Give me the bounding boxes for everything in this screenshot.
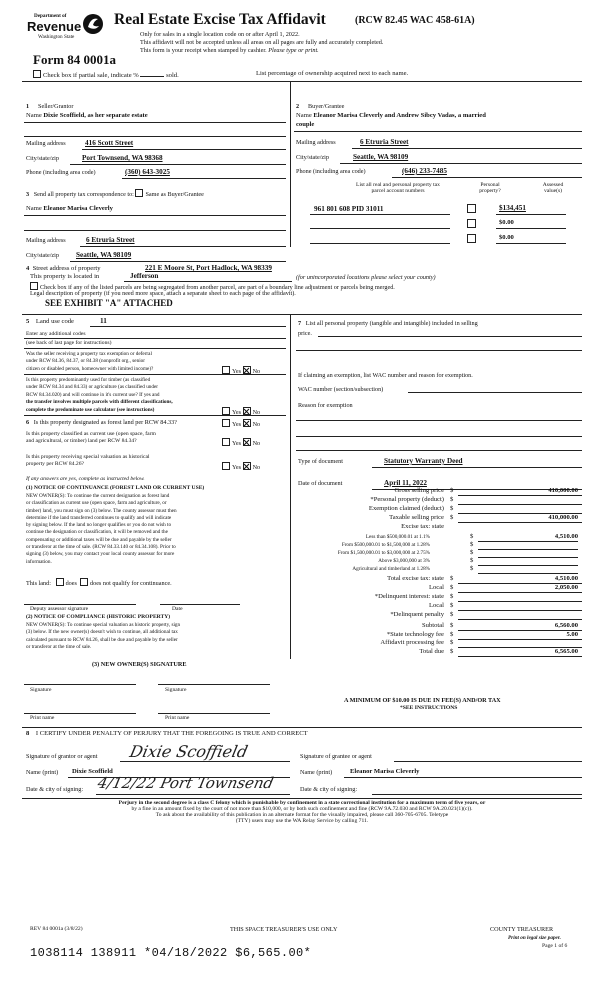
does-qualify-checkbox[interactable] <box>56 578 64 586</box>
calc-label: *State technology fee <box>386 631 444 638</box>
calc-label: Above $3,000,000 at 3% <box>378 558 430 564</box>
calc-dollar-sign: $ <box>470 541 474 548</box>
property-address-label: Street address of property <box>32 265 101 272</box>
seller-name[interactable]: Dixie Scoffield, as her separate estate <box>43 112 148 119</box>
seller-heading: Seller/Grantor <box>38 103 74 110</box>
calc-label: Less than $500,000.01 at 1.1% <box>365 534 430 540</box>
document-date[interactable]: April 11, 2022 <box>384 479 427 487</box>
deputy-date-label: Date <box>172 606 183 612</box>
segregated-checkbox[interactable] <box>30 282 38 290</box>
notice-compliance-title: (2) NOTICE OF COMPLIANCE (HISTORIC PROPERTY) <box>26 614 171 620</box>
treasurer-receipt-stamp: 1038114 138911 *04/18/2022 $6,565.00* <box>30 946 312 960</box>
segregated-label: Check box if any of the listed parcels are being segregated from another parcel, are part of a boundary line adjustment or parcels being merged. <box>40 284 395 291</box>
property-county[interactable]: Jefferson <box>130 272 159 280</box>
calc-dollar-sign: $ <box>470 533 474 540</box>
calc-dollar-sign: $ <box>450 611 454 618</box>
correspondence-label: Send all property tax correspondence to: <box>33 191 134 198</box>
deputy-assessor-label: Deputy assessor signature <box>30 606 89 612</box>
buyer-city[interactable]: Seattle, WA 98109 <box>353 153 409 161</box>
personal-property-label-2: price. <box>298 330 312 337</box>
historical-yes-no: Yes No <box>222 462 260 471</box>
calc-label: *Personal property (deduct) <box>370 496 444 503</box>
see-instructions-note: *SEE INSTRUCTIONS <box>400 705 458 711</box>
assessed-value-2[interactable]: $0.00 <box>499 219 514 226</box>
seller-phone-label: Phone (including area code) <box>26 169 96 176</box>
current-use-no-checkbox[interactable] <box>243 438 251 446</box>
treasurer-use-only: THIS SPACE TREASURER'S USE ONLY <box>230 926 338 933</box>
calc-value[interactable]: 5.00 <box>566 631 578 638</box>
county-treasurer: COUNTY TREASURER <box>490 926 554 933</box>
calc-dollar-sign: $ <box>450 584 454 591</box>
grantor-signature[interactable]: Dixie Scoffield <box>127 742 250 761</box>
logo-revenue: Revenue <box>27 19 82 34</box>
section-7-number: 7 <box>298 320 302 327</box>
calc-label: *Delinquent interest: state <box>374 593 444 600</box>
exemption-claim-label: If claiming an exemption, list WAC number and reason for exemption. <box>298 372 473 379</box>
calc-label: Affidavit processing fee <box>380 639 444 646</box>
section-4-number: 4 <box>26 265 30 272</box>
buyer-phone-label: Phone (including area code) <box>296 168 366 175</box>
forest-yes-no: Yes No <box>222 419 260 428</box>
calc-value[interactable]: 4,510.00 <box>554 533 578 540</box>
new-owner-signature-label-2: Signature <box>165 687 187 693</box>
calc-dollar-sign: $ <box>470 549 474 556</box>
land-use-label: Land use code <box>35 318 74 325</box>
if-yes-note: If any answers are yes, complete as instructed below. <box>26 476 145 482</box>
header-note-1: Only for sales in a single location code on or after April 1, 2022. <box>140 31 300 38</box>
new-owner-signature-label-1: Signature <box>30 687 52 693</box>
legal-description-exhibit[interactable]: SEE EXHIBIT "A" ATTACHED <box>45 298 173 308</box>
calc-dollar-sign: $ <box>450 639 454 646</box>
correspondence-city[interactable]: Seattle, WA 98109 <box>76 251 132 259</box>
same-as-buyer-label: Same as Buyer/Grantee <box>145 191 204 198</box>
forest-yes-checkbox[interactable] <box>222 419 230 427</box>
calc-label: From $500,000.01 to $1,500,000 at 1.28% <box>341 542 430 548</box>
calc-dollar-sign: $ <box>450 631 454 638</box>
partial-sale-row <box>33 70 179 79</box>
seller-name-label: Name <box>26 112 42 119</box>
section-8-number: 8 <box>26 730 30 737</box>
calc-label: Subtotal <box>422 622 444 629</box>
header-note-3: This form is your receipt when stamped by cashier. <box>140 47 267 54</box>
grantor-date-city-label: Date & city of signing: <box>26 786 84 793</box>
buyer-phone[interactable]: (646) 233-7485 <box>402 167 447 175</box>
grantor-name-print[interactable]: Dixie Scoffield <box>72 768 113 775</box>
assessed-value-1[interactable]: $134,451 <box>499 204 526 212</box>
buyer-name-line2[interactable]: couple <box>296 121 315 128</box>
correspondence-name[interactable]: Eleanor Marisa Cleverly <box>43 205 113 212</box>
section-5-number: 5 <box>26 318 30 325</box>
section-6-number: 6 <box>26 419 30 426</box>
buyer-heading: Buyer/Grantee <box>308 103 345 110</box>
header-note-3b: Please type or print. <box>268 47 319 54</box>
ownership-percentage-note: List percentage of ownership acquired next to each name. <box>256 70 409 77</box>
calc-dollar-sign: $ <box>450 487 454 494</box>
calc-dollar-sign: $ <box>470 557 474 564</box>
seller-mailing-label: Mailing address <box>26 140 66 147</box>
seller-mailing[interactable]: 416 Scott Street <box>85 139 134 147</box>
forest-land-question: Is this property designated as forest land per RCW 84.33? <box>33 419 177 426</box>
parcel-col3-header: Assessed value(s) <box>542 182 564 194</box>
land-use-code[interactable]: 11 <box>100 317 107 325</box>
grantee-signature-label: Signature of grantee or agent <box>300 753 372 760</box>
historical-question: Is this property receiving special valuation as historical property per RCW 84.26? <box>26 454 150 468</box>
new-owner-print-name-1: Print name <box>30 715 55 721</box>
personal-property-checkbox-1[interactable] <box>467 204 476 213</box>
legal-description-label: Legal description of property (if you need more space, attach a separate sheet to each page of the affidavit). <box>30 290 296 297</box>
does-not-qualify-checkbox[interactable] <box>80 578 88 586</box>
property-address[interactable]: 221 E Moore St, Port Hadlock, WA 98339 <box>145 264 272 272</box>
calc-value[interactable]: 410,000.00 <box>548 487 578 494</box>
section-3-number: 3 <box>26 191 30 198</box>
grantee-name-print-label: Name (print) <box>300 769 333 776</box>
calc-value[interactable]: 6,560.00 <box>554 622 578 629</box>
calc-label: Total due <box>419 648 444 655</box>
header-note-2: This affidavit will not be accepted unless all areas on all pages are fully and accurately completed. <box>140 39 384 46</box>
notice-compliance-text: NEW OWNER(S): To continue special valuation as historic property, sign (3) below. If the new owner(s) doesn't wish to continue, all additional tax calculated pursuant to RCW 84.26, shall be due and payable by the seller or transferor at the time of sale. <box>26 622 181 650</box>
calc-dollar-sign: $ <box>450 575 454 582</box>
current-use-question: Is this property classified as current use (open space, farm and agricultural, or timber) land per RCW 84.34? <box>26 431 156 445</box>
personal-property-label: List all personal property (tangible and intangible) included in selling <box>305 320 478 327</box>
buyer-mailing-label: Mailing address <box>296 139 336 146</box>
parcel-col1-header: List all real and personal property tax parcel account numbers <box>356 182 440 194</box>
calc-label: *Delinquent penalty <box>390 611 444 618</box>
legal-size-note: Print on legal size paper. <box>508 935 561 941</box>
buyer-name-line1[interactable]: Eleanor Marisa Cleverly and Andrew Sibcy Vadas, a married <box>313 112 486 119</box>
calc-label: Taxable selling price <box>389 514 444 521</box>
logo-dept-line2: Washington State <box>38 34 75 40</box>
correspondence-mailing[interactable]: 6 Etruria Street <box>86 236 135 244</box>
grantor-name-print-label: Name (print) <box>26 769 59 776</box>
section-2-number: 2 <box>296 103 300 110</box>
calc-label: Excise tax: state <box>401 523 444 530</box>
calc-dollar-sign: $ <box>450 505 454 512</box>
buyer-city-label: City/state/zip <box>296 154 329 161</box>
calc-label: Local <box>428 602 444 609</box>
seller-city-label: City/state/zip <box>26 155 59 162</box>
exemption-no-checkbox[interactable] <box>243 366 251 374</box>
timber-question: Is this property predominantly used for timber (as classified under RCW 84.34 and 84.33) or agriculture (as classified under RCW 84.34.020) and will continue in it's current use? If yes and the transfer involves multiple parcels with different classifications, complete the predominate use calculator (see instructions) <box>26 377 173 413</box>
form-revision: REV 84 0001a (3/8/22) <box>30 926 83 932</box>
form-rcw: (RCW 82.45 WAC 458-61A) <box>355 15 475 26</box>
notice-continuance-text: NEW OWNER(S): To continue the current designation as forest land or classification as current use (open space, farm and agriculture, or timber) land, you must sign on (3) below. The county assessor must then determine if the land transferred continues to qualify and will indicate by signing below. If the land no longer qualifies or you do not wish to continue the designation or classification, it will be removed and the compensating or additional taxes will be due and payable by the seller or transferor at the time of sale. (RCW 84.33.140 or 84.34.108). Prior to signing (3) below, you may contact your local county assessor for more information. <box>26 493 177 565</box>
current-use-yes-checkbox[interactable] <box>222 438 230 446</box>
parcel-col2-header: Personal property? <box>479 182 501 194</box>
document-type[interactable]: Statutory Warranty Deed <box>384 457 463 465</box>
calc-value[interactable]: 2,050.00 <box>554 584 578 591</box>
partial-sale-label: Check box if partial sale, indicate % <box>43 72 139 79</box>
page-number: Page 1 of 6 <box>542 943 568 949</box>
timber-yes-checkbox[interactable] <box>222 407 230 415</box>
assessed-value-3[interactable]: $0.00 <box>499 234 514 241</box>
buyer-name-label: Name <box>296 112 312 119</box>
calc-dollar-sign: $ <box>450 514 454 521</box>
calc-label: Total excise tax: state <box>387 575 444 582</box>
calc-dollar-sign: $ <box>470 565 474 572</box>
perjury-notice: Perjury in the second degree is a class C felony which is punishable by confinement in a state correctional institution for a maximum term of five years, or by a fine in an amount fixed by the court of not more than $10,000, or by both such confinement and fine (RCW 9A.72.030 and RCW 9A.20.021(1)(c)). To ask about the availability of this publication in an alternate format for the visually impaired, please call 360-705-6705. Teletype (TTY) users may use the WA Relay Service by calling 711. <box>118 800 486 824</box>
continuance-row: This land: does does not qualify for continuance. <box>26 580 172 587</box>
wac-number-label: WAC number (section/subsection) <box>298 386 384 393</box>
exemption-question: Was the seller receiving a property tax exemption or deferral under RCW 84.36, 84.37, or 84.38 (nonprofit org., senior citizen or disabled person, homeowner with limited income)? <box>26 351 154 372</box>
correspondence-name-label: Name <box>26 205 42 212</box>
exemption-yes-no: Yes No <box>222 366 260 375</box>
partial-sale-sold: sold. <box>166 72 179 79</box>
calc-label: Gross selling price <box>394 487 444 494</box>
minimum-due-note: A MINIMUM OF $10.00 IS DUE IN FEE(S) AND/OR TAX <box>344 697 501 704</box>
grantee-name-print[interactable]: Eleanor Marisa Cleverly <box>350 768 420 775</box>
partial-sale-percent-field[interactable] <box>140 76 164 77</box>
exemption-reason-label: Reason for exemption <box>298 402 353 409</box>
seller-phone[interactable]: (360) 643-3025 <box>125 168 170 176</box>
exemption-yes-checkbox[interactable] <box>222 366 230 374</box>
historical-no-checkbox[interactable] <box>243 462 251 470</box>
form-title: Real Estate Excise Tax Affidavit <box>114 11 326 28</box>
calc-value[interactable]: 410,000.00 <box>548 514 578 521</box>
form-number: Form 84 0001a <box>33 52 117 67</box>
personal-property-checkbox-3[interactable] <box>467 234 476 243</box>
calc-dollar-sign: $ <box>450 602 454 609</box>
document-type-label: Type of document <box>298 458 343 465</box>
calc-label: Exemption claimed (deduct) <box>368 505 444 512</box>
personal-property-checkbox-2[interactable] <box>467 219 476 228</box>
timber-no-checkbox[interactable] <box>243 407 251 415</box>
grantor-date-city-handwritten[interactable]: 4/12/22 Port Townsend <box>96 774 276 792</box>
property-located-label: This property is located in <box>30 273 100 280</box>
grantee-date-city-label: Date & city of signing: <box>300 786 358 793</box>
correspondence-city-label: City/state/zip <box>26 252 59 259</box>
new-owner-print-name-2: Print name <box>165 715 190 721</box>
calc-label: Agricultural and timberland at 1.28% <box>352 566 430 572</box>
new-owner-signature-title: (3) NEW OWNER(S) SIGNATURE <box>92 661 187 668</box>
notice-continuance-title: (1) NOTICE OF CONTINUANCE (FOREST LAND OR CURRENT USE) <box>26 485 205 491</box>
forest-no-checkbox[interactable] <box>243 419 251 427</box>
calc-label: Local <box>428 584 444 591</box>
logo-dept-line1: Department of <box>34 13 67 19</box>
current-use-yes-no: Yes No <box>222 438 260 447</box>
buyer-mailing[interactable]: 6 Etruria Street <box>360 138 409 146</box>
calc-dollar-sign: $ <box>450 622 454 629</box>
timber-yes-no: Yes No <box>222 407 260 416</box>
seller-city[interactable]: Port Townsend, WA 98368 <box>82 154 163 162</box>
same-as-buyer-checkbox[interactable] <box>135 189 143 197</box>
additional-codes-label: Enter any additional codes <box>26 331 86 337</box>
historical-yes-checkbox[interactable] <box>222 462 230 470</box>
grantor-signature-label: Signature of grantor or agent <box>26 753 98 760</box>
calc-value[interactable]: 6,565.00 <box>554 648 578 655</box>
parcel-number-1[interactable]: 961 801 608 PID 31011 <box>314 205 384 213</box>
unincorporated-note: (for unincorporated locations please select your county) <box>296 274 436 281</box>
section-1-number: 1 <box>26 103 30 110</box>
washington-seal-icon <box>82 13 104 35</box>
calc-dollar-sign: $ <box>450 593 454 600</box>
document-date-label: Date of document <box>298 480 343 487</box>
see-back-label: (see back of last page for instructions) <box>26 340 112 346</box>
calc-dollar-sign: $ <box>450 648 454 655</box>
calc-value[interactable]: 4,510.00 <box>554 575 578 582</box>
partial-sale-checkbox[interactable] <box>33 70 41 78</box>
calc-dollar-sign: $ <box>450 496 454 503</box>
calc-label: From $1,500,000.01 to $3,000,000 at 2.75% <box>337 550 430 556</box>
correspondence-mailing-label: Mailing address <box>26 237 66 244</box>
certify-statement: I CERTIFY UNDER PENALTY OF PERJURY THAT THE FOREGOING IS TRUE AND CORRECT <box>35 730 308 737</box>
